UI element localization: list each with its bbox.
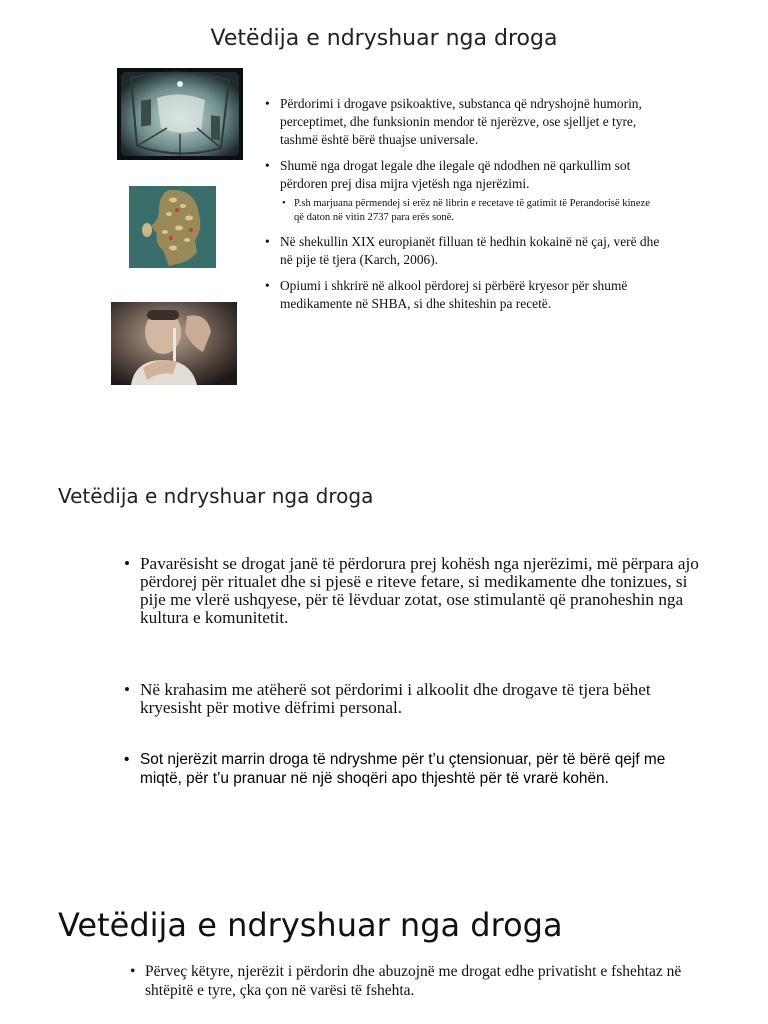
- sub-list-item: • P.sh marjuana përmendej si erëz në librin e recetave të gatimit të Perandorisë kineze që daton në vitin 2737 para erës sonë.: [294, 197, 660, 225]
- list-item: • Përdorimi i drogave psikoaktive, substanca që ndryshojnë humorin, perceptimet, dhe funksionin mendor të njerëzve, ose sjelljet e tyre, tashmë është bërë thuajse universale.: [280, 95, 660, 149]
- list-item: • Përveç këtyre, njerëzit i përdorin dhe abuzojnë me drogat edhe privatisht e fshehtaz në shtëpitë e tyre, çka çon në varësi të fshehta.: [145, 962, 705, 1000]
- list-item: • Në krahasim me atëherë sot përdorimi i alkoolit dhe drogave të tjera bëhet kryesisht për motive dëfrimi personal.: [140, 681, 700, 717]
- slide2-title: Vetëdija e ndryshuar nga droga: [58, 484, 374, 508]
- list-item: [280, 157, 660, 225]
- sub-bullet-list: [294, 197, 660, 225]
- slide1-bullet-list: [280, 95, 660, 321]
- list-item: • Sot njerëzit marrin droga të ndryshme për t’u çtensionuar, për të bërë qejf me miqtë, për t’u pranuar në një shoqëri apo thjeshtë për të vrarë kohën.: [140, 751, 700, 788]
- slide3-bullet-list: [145, 962, 705, 1000]
- face-made-of-pills-icon: [129, 186, 216, 268]
- slide3-title: Vetëdija e ndryshuar nga droga: [58, 906, 563, 944]
- list-item: • Opiumi i shkrirë në alkool përdorej si përbërë kryesor për shumë medikamente në SHBA, si dhe shiteshin pa recetë.: [280, 277, 660, 313]
- man-with-syringe-icon: [111, 302, 237, 385]
- slide1-title: Vetëdija e ndryshuar nga droga: [210, 26, 558, 51]
- list-item-text: Shumë nga drogat legale dhe ilegale që ndodhen në qarkullim sot përdoren prej disa mijra vjetësh nga njerëzimi.: [280, 158, 631, 191]
- list-item: • Pavarësisht se drogat janë të përdorura prej kohësh nga njerëzimi, më përpara ajo përdorej për ritualet dhe si pjesë e riteve fetare, si medikamente dhe tonizues, si pije me vlerë ushqyese, për të lëvduar zotat, ose stimulantë që pranoheshin nga kultura e komunitetit.: [140, 555, 700, 627]
- slide2-bullet-list: [140, 555, 700, 788]
- distorted-room-icon: [117, 68, 243, 160]
- list-item: • Në shekullin XIX europianët filluan të hedhin kokainë në çaj, verë dhe në pije të tjera (Karch, 2006).: [280, 233, 660, 269]
